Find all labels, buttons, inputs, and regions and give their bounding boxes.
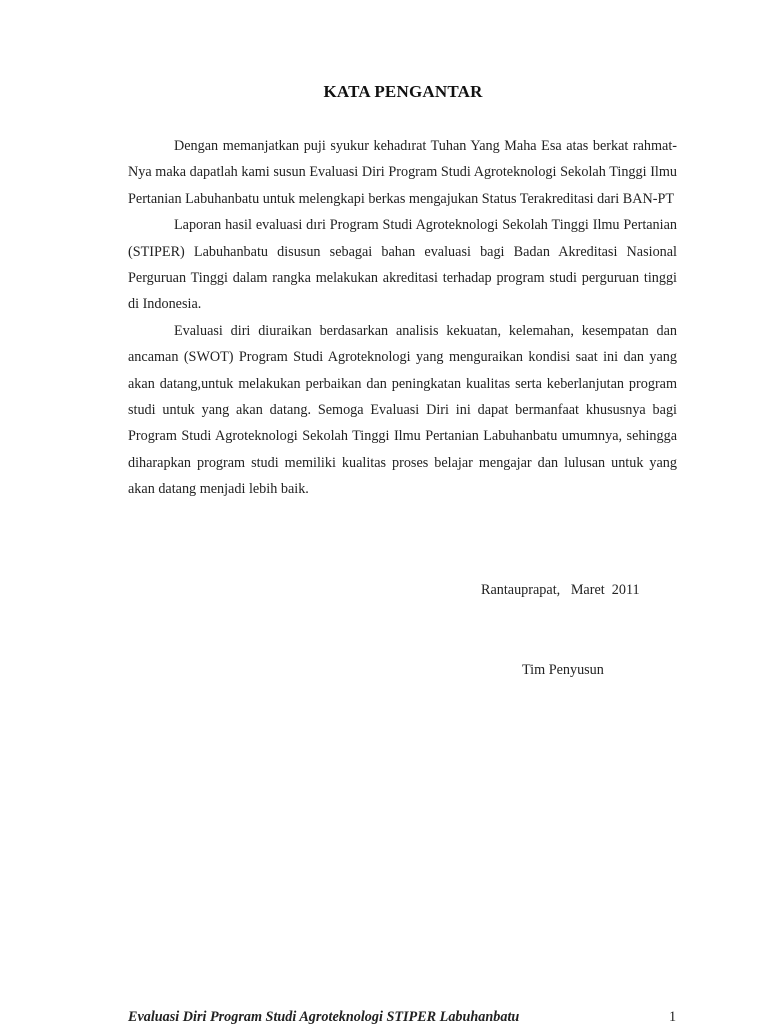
- paragraph-3: Evaluasi diri diuraikan berdasarkan analisis kekuatan, kelemahan, kesempatan dan ancaman (SWOT) Program Studi Agroteknologi yang menguraikan kondisi saat ini dan yang akan datang,untuk melakukan perbaikan dan peningkatan kualitas serta keberlanjutan program studi untuk yang akan datang. Semoga Evaluasi Diri ini dapat bermanfaat khususnya bagi Program Studi Agroteknologi Sekolah Tinggi Ilmu Pertanian Labuhanbatu umumnya, sehingga diharapkan program studi memiliki kualitas proses belajar mengajar dan lulusan untuk yang akan datang menjadi lebih baik.: [128, 322, 677, 498]
- paragraph-1: Dengan memanjatkan puji syukur kehadırat Tuhan Yang Maha Esa atas berkat rahmat-Nya maka dapatlah kami susun Evaluasi Diri Program Studi Agroteknologi Sekolah Tinggi Ilmu Pertanian Labuhanbatu untuk melengkapi berkas mengajukan Status Terakreditasi dari BAN-PT: [128, 138, 677, 207]
- place-date: Rantauprapat, Maret 2011: [481, 582, 640, 598]
- signatory: Tim Penyusun: [522, 662, 604, 678]
- paragraph-2: Laporan hasil evaluasi dıri Program Studi Agroteknologi Sekolah Tinggi Ilmu Pertanian (STIPER) Labuhanbatu disusun sebagai bahan evaluasi bagi Badan Akreditasi Nasional Perguruan Tinggi dalam rangka melakukan akreditasi terhadap program studi perguruan tinggi di Indonesia.: [128, 217, 677, 313]
- page-title: KATA PENGANTAR: [323, 82, 483, 101]
- footer-divider: [126, 1003, 682, 1004]
- page-number: 1: [669, 1009, 677, 1025]
- footer-text: Evaluasi Diri Program Studi Agroteknologi STIPER Labuhanbatu: [128, 1009, 520, 1025]
- body-text: [128, 133, 677, 503]
